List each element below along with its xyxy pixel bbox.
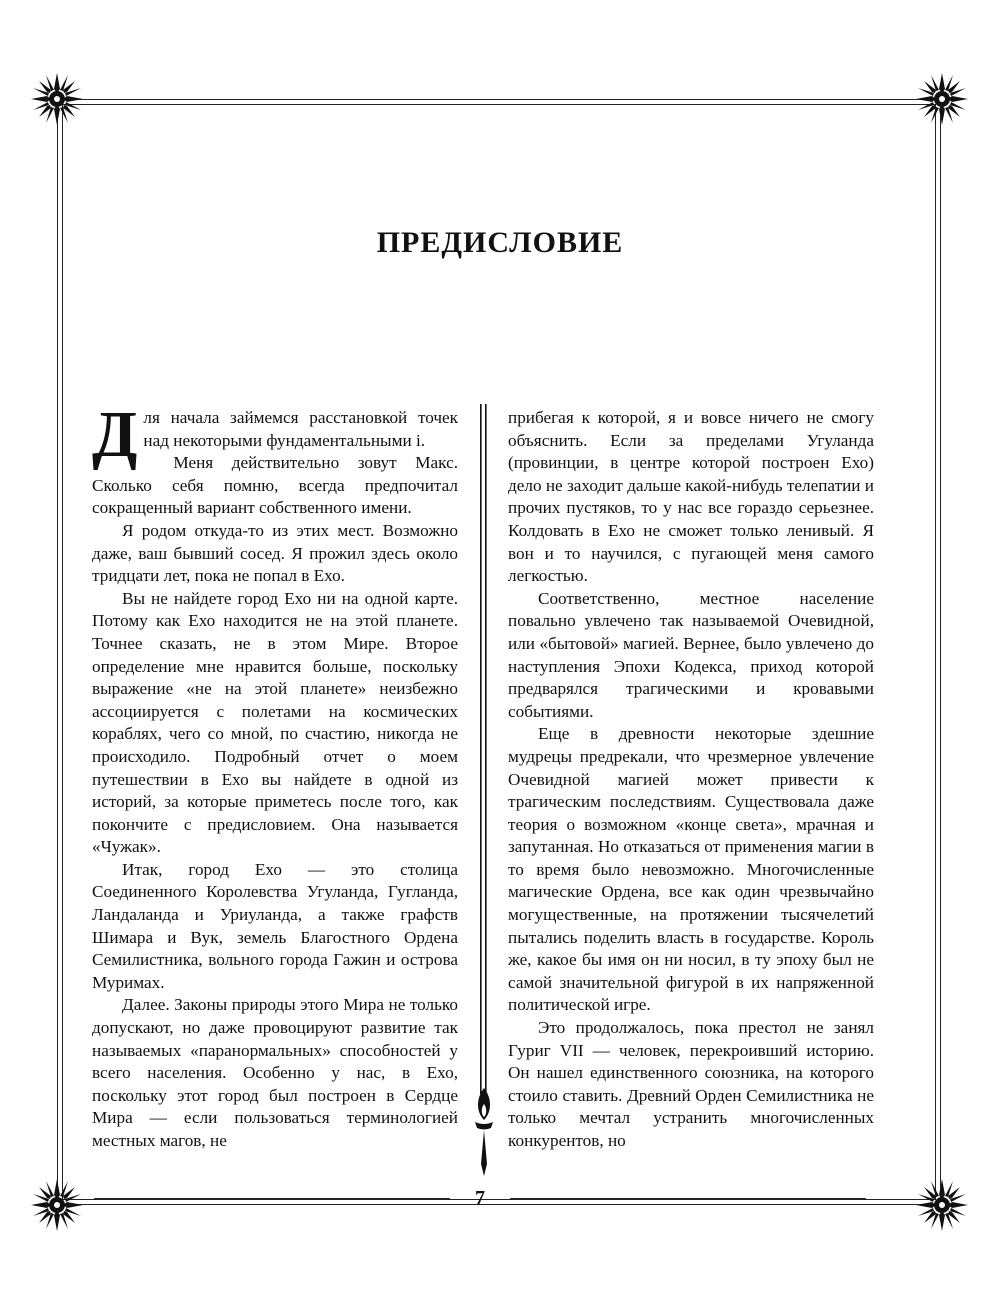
footer-rule-left (94, 1198, 450, 1199)
paragraph: Вы не найдете город Ехо ни на одной карте. Потому как Ехо находится не на этой планете. Точнее сказать, не в этом Мире. Второе определение мне нравится больше, поскольку выражение «не на этой планете» неизбежно ассоциируется с полетами на космических кораблях, чего со мной, по счастию, никогда не происходило. Подробный отчет о моем путешествии в Ехо вы найдете в одной из историй, за которые приметесь после того, как покончите с предисловием. Она называется «Чужак». (92, 588, 458, 857)
footer-rule-right (510, 1198, 866, 1199)
paragraph-text: ля начала займемся расстановкой точек над некоторыми фундаментальными i. (143, 408, 458, 450)
paragraph: Я родом откуда-то из этих мест. Возможно даже, ваш бывший сосед. Я прожил здесь около тридцати лет, пока не попал в Ехо. (92, 520, 458, 586)
right-text-column (508, 407, 874, 1153)
corner-ornament-icon (914, 1177, 970, 1233)
page-title: ПРЕДИСЛОВИЕ (376, 226, 624, 259)
corner-ornament-icon (914, 71, 970, 127)
drop-cap: Д (92, 398, 138, 471)
paragraph: Далее. Законы природы этого Мира не только допускают, но даже провоцируют развитие так называемых «паранормальных» способностей у всего населения. Особенно у нас, в Ехо, поскольку этот город был построен в Сердце Мира — если пользоваться терминологией местных магов, не (92, 995, 458, 1150)
paragraph: Итак, город Ехо — это столица Соединенного Королевства Угуланда, Гугланда, Ландаланда и Уриуланда, а также графств Шимара и Вук, земель Благостного Ордена Семилистника, вольного города Гажин и острова Муримах. (92, 859, 458, 992)
paragraph: Меня действительно зовут Макс. Сколько себя помню, всегда предпочитал сокращенный вариант собственного имени. (92, 453, 458, 518)
page-number: 7 (475, 1187, 485, 1209)
corner-ornament-icon (29, 71, 85, 127)
paragraph: Это продолжалось, пока престол не занял Гуриг VII — человек, перекроивший историю. Он нашел единственного союзника, на которого стоило ставить. Древний Орден Семилистника не только мечтал устранить многочисленных конкурентов, но (508, 1018, 874, 1150)
paragraph: прибегая к которой, я и вовсе ничего не смогу объяснить. Если за пределами Угуланда (провинции, в центре которой построен Ехо) дело не заходит дальше какой-нибудь телепатии и прочих пустяков, то у нас все гораздо серьезнее. Колдовать в Ехо не сможет только ленивый. Я вон и то научился, с пугающей меня самого легкостью. (508, 408, 874, 586)
corner-ornament-icon (29, 1177, 85, 1233)
paragraph: Соответственно, местное население повально увлечено так называемой Очевидной, или «бытовой» магией. Вернее, было увлечено до наступления Эпохи Кодекса, приход которой предварялся трагическими и кровавыми событиями. (508, 588, 874, 721)
paragraph: Еще в древности некоторые здешние мудрецы предрекали, что чрезмерное увлечение Очевидной магией может привести к трагическим последствиям. Существовала даже теория о возможном «конце света», мрачная и запутанная. Но отказаться от применения магии в то время было невозможно. Многочисленные магические Ордена, все как один чрезвычайно могущественные, на протяжении тысячелетий пытались поделить власть в государстве. Король же, какое бы имя он ни носил, в ту эпоху был не самой значительной фигурой в их напряженной политической игре. (508, 724, 874, 1015)
column-divider-ornament-icon (472, 404, 496, 1176)
left-text-column (92, 398, 458, 1153)
paragraph (92, 398, 458, 471)
